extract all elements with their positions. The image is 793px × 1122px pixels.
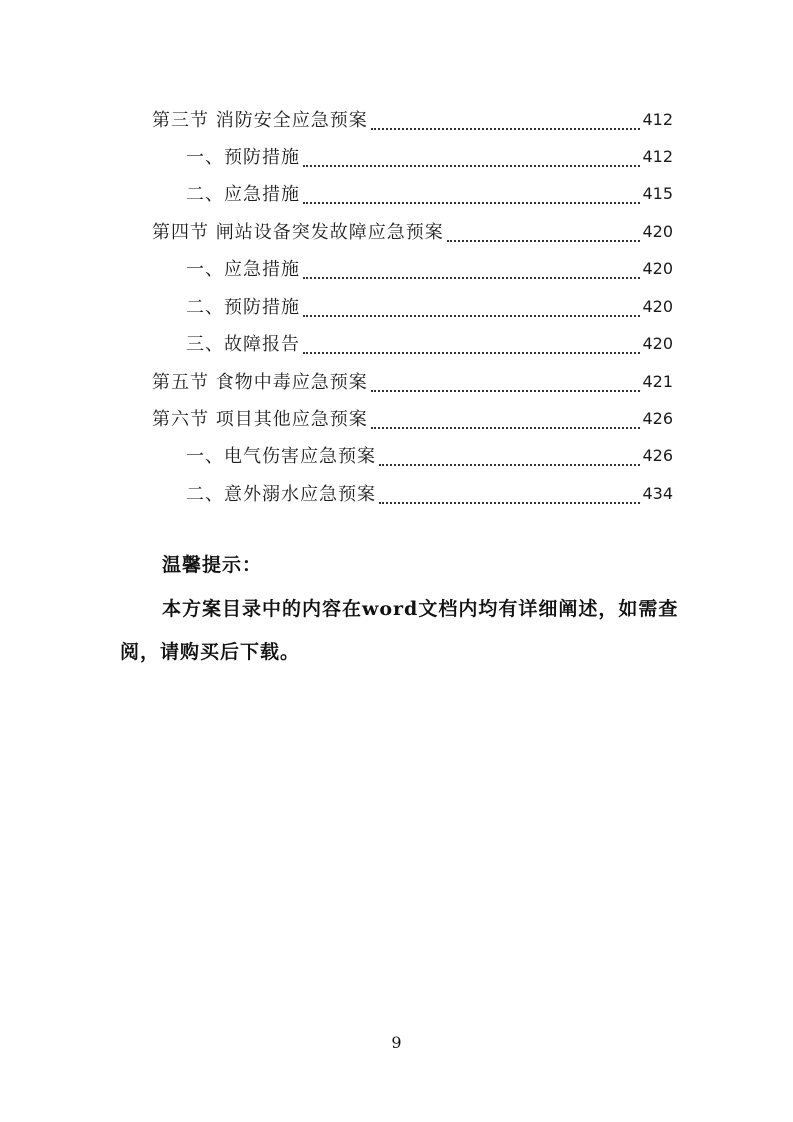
toc-entry-label: 一、应急措施	[186, 259, 300, 280]
toc-entry-label: 第四节 闸站设备突发故障应急预案	[152, 222, 444, 243]
page-number: 9	[391, 1033, 402, 1052]
toc-dot-leader	[303, 338, 640, 354]
toc-entry-label: 二、应急措施	[186, 184, 300, 205]
toc-page-number: 426	[642, 445, 673, 465]
toc-entry-item[interactable]	[186, 440, 673, 470]
toc-entry-item[interactable]	[186, 178, 673, 208]
toc-entry-label: 第三节 消防安全应急预案	[152, 110, 368, 131]
toc-dot-leader	[303, 188, 640, 204]
toc-entry-section-4[interactable]	[152, 216, 673, 246]
toc-entry-section-6[interactable]	[152, 403, 673, 433]
toc-entry-label: 一、预防措施	[186, 147, 300, 168]
toc-entry-label: 二、意外溺水应急预案	[186, 484, 376, 505]
toc-dot-leader	[379, 450, 640, 466]
toc-entry-item[interactable]	[186, 478, 673, 508]
toc-entry-item[interactable]	[186, 253, 673, 283]
toc-entry-item[interactable]	[186, 328, 673, 358]
toc-page-number: 420	[642, 333, 673, 353]
toc-entry-label: 第五节 食物中毒应急预案	[152, 372, 368, 393]
toc-entry-section-5[interactable]	[152, 366, 673, 396]
toc-dot-leader	[303, 301, 640, 317]
toc-page-number: 415	[642, 183, 673, 203]
toc-page-number: 412	[642, 146, 673, 166]
toc-page-number: 412	[642, 109, 673, 129]
toc-entry-item[interactable]	[186, 291, 673, 321]
toc-entry-label: 第六节 项目其他应急预案	[152, 409, 368, 430]
toc-page-number: 420	[642, 296, 673, 316]
toc-entry-label: 二、预防措施	[186, 297, 300, 318]
toc-page-number: 420	[642, 221, 673, 241]
toc-page-number: 434	[642, 483, 673, 503]
toc-dot-leader	[303, 151, 640, 167]
toc-dot-leader	[371, 376, 641, 392]
toc-entry-label: 一、电气伤害应急预案	[186, 446, 376, 467]
toc-entry-section-3[interactable]	[152, 104, 673, 134]
toc-entry-label: 三、故障报告	[186, 334, 300, 355]
toc-page-number: 426	[642, 408, 673, 428]
toc-dot-leader	[371, 413, 641, 429]
notice-body: 本方案目录中的内容在word文档内均有详细阐述，如需查阅，请购买后下载。	[120, 598, 679, 663]
toc-page-number: 420	[642, 258, 673, 278]
toc-dot-leader	[371, 114, 641, 130]
toc-dot-leader	[447, 226, 641, 242]
toc-dot-leader	[379, 488, 640, 504]
notice-title: 温馨提示：	[162, 554, 263, 576]
toc-page-number: 421	[642, 371, 673, 391]
toc-entry-item[interactable]	[186, 141, 673, 171]
toc-dot-leader	[303, 263, 640, 279]
